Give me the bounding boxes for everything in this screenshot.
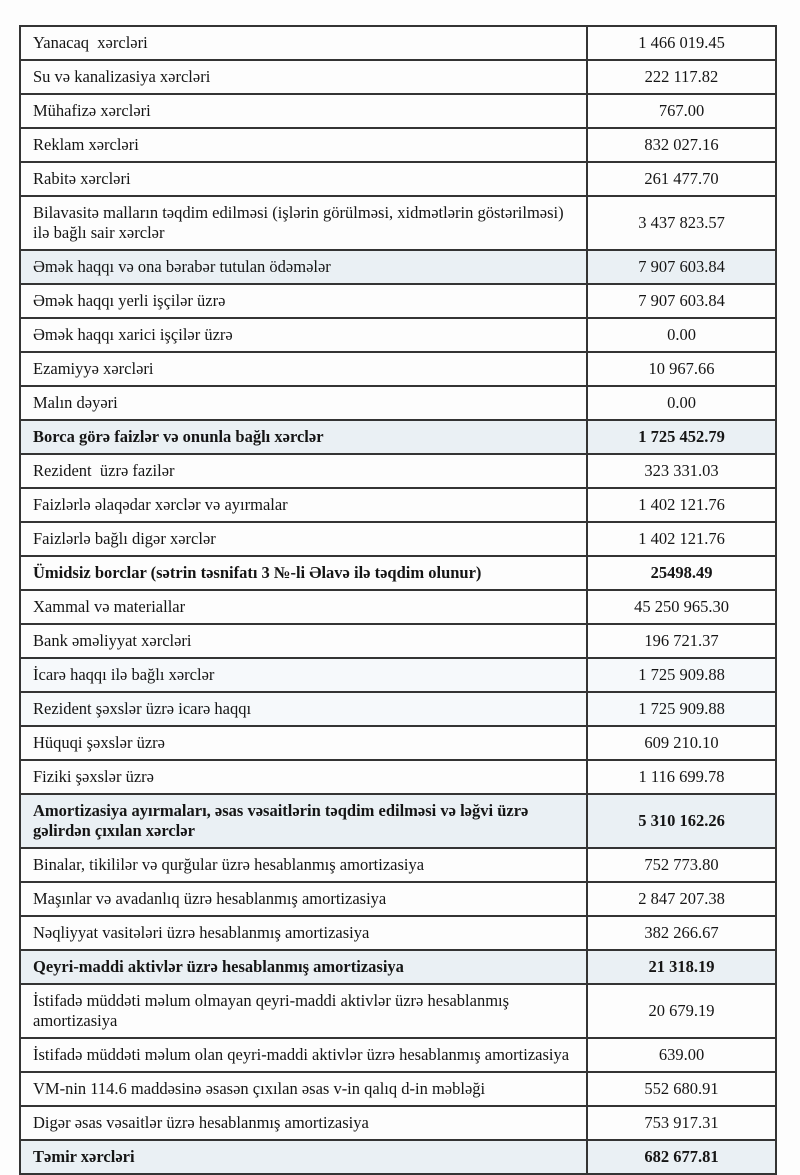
- table-row: [20, 454, 776, 488]
- expense-value-cell: 1 116 699.78: [587, 760, 776, 794]
- expense-label-cell: Mühafizə xərcləri: [20, 94, 587, 128]
- expense-label-cell: Faizlərlə bağlı digər xərclər: [20, 522, 587, 556]
- expense-label-cell: Faizlərlə əlaqədar xərclər və ayırmalar: [20, 488, 587, 522]
- expense-label-cell: Binalar, tikililər və qurğular üzrə hesablanmış amortizasiya: [20, 848, 587, 882]
- expense-value-cell: 682 677.81: [587, 1140, 776, 1174]
- table-row: [20, 250, 776, 284]
- expense-value-cell: 2 847 207.38: [587, 882, 776, 916]
- expense-label-cell: Malın dəyəri: [20, 386, 587, 420]
- expense-label-cell: Borca görə faizlər və onunla bağlı xərclər: [20, 420, 587, 454]
- expense-label-cell: Hüquqi şəxslər üzrə: [20, 726, 587, 760]
- table-row: [20, 726, 776, 760]
- expense-value-cell: 1 402 121.76: [587, 488, 776, 522]
- table-row: [20, 162, 776, 196]
- table-row: [20, 590, 776, 624]
- expense-table: [19, 25, 777, 1175]
- expense-label-cell: Ezamiyyə xərcləri: [20, 352, 587, 386]
- table-row: [20, 284, 776, 318]
- table-row: [20, 950, 776, 984]
- expense-value-cell: 21 318.19: [587, 950, 776, 984]
- table-row: [20, 1038, 776, 1072]
- expense-value-cell: 7 907 603.84: [587, 250, 776, 284]
- expense-value-cell: 196 721.37: [587, 624, 776, 658]
- table-row: [20, 556, 776, 590]
- expense-value-cell: 753 917.31: [587, 1106, 776, 1140]
- table-row: [20, 984, 776, 1038]
- expense-value-cell: 382 266.67: [587, 916, 776, 950]
- expense-value-cell: 1 466 019.45: [587, 26, 776, 60]
- table-row: [20, 916, 776, 950]
- expense-value-cell: 45 250 965.30: [587, 590, 776, 624]
- expense-label-cell: Əmək haqqı xarici işçilər üzrə: [20, 318, 587, 352]
- expense-label-cell: Əmək haqqı yerli işçilər üzrə: [20, 284, 587, 318]
- table-row: [20, 522, 776, 556]
- expense-label-cell: Bilavasitə malların təqdim edilməsi (işlərin görülməsi, xidmətlərin göstərilməsi) ilə bağlı sair xərclər: [20, 196, 587, 250]
- table-row: [20, 318, 776, 352]
- expense-label-cell: Su və kanalizasiya xərcləri: [20, 60, 587, 94]
- expense-value-cell: 5 310 162.26: [587, 794, 776, 848]
- table-row: [20, 488, 776, 522]
- expense-label-cell: Amortizasiya ayırmaları, əsas vəsaitlərin təqdim edilməsi və ləğvi üzrə gəlirdən çıxılan xərclər: [20, 794, 587, 848]
- expense-value-cell: 1 725 909.88: [587, 658, 776, 692]
- expense-value-cell: 0.00: [587, 318, 776, 352]
- expense-label-cell: Digər əsas vəsaitlər üzrə hesablanmış amortizasiya: [20, 1106, 587, 1140]
- expense-label-cell: Rezident şəxslər üzrə icarə haqqı: [20, 692, 587, 726]
- table-row: [20, 760, 776, 794]
- expense-label-cell: İcarə haqqı ilə bağlı xərclər: [20, 658, 587, 692]
- expense-label-cell: Ümidsiz borclar (sətrin təsnifatı 3 №-li Əlavə ilə təqdim olunur): [20, 556, 587, 590]
- expense-label-cell: Rezident üzrə fazilər: [20, 454, 587, 488]
- expense-label-cell: Qeyri-maddi aktivlər üzrə hesablanmış amortizasiya: [20, 950, 587, 984]
- table-row: [20, 26, 776, 60]
- expense-label-cell: Əmək haqqı və ona bərabər tutulan ödəmələr: [20, 250, 587, 284]
- table-row: [20, 692, 776, 726]
- expense-label-cell: Nəqliyyat vasitələri üzrə hesablanmış amortizasiya: [20, 916, 587, 950]
- expense-value-cell: 3 437 823.57: [587, 196, 776, 250]
- expense-value-cell: 25498.49: [587, 556, 776, 590]
- expense-label-cell: Maşınlar və avadanlıq üzrə hesablanmış amortizasiya: [20, 882, 587, 916]
- expense-value-cell: 10 967.66: [587, 352, 776, 386]
- expense-label-cell: Rabitə xərcləri: [20, 162, 587, 196]
- expense-label-cell: Fiziki şəxslər üzrə: [20, 760, 587, 794]
- table-row: [20, 1140, 776, 1174]
- expense-value-cell: 767.00: [587, 94, 776, 128]
- expense-label-cell: VM-nin 114.6 maddəsinə əsasən çıxılan əsas v-in qalıq d-in məbləği: [20, 1072, 587, 1106]
- table-row: [20, 1106, 776, 1140]
- expense-table-body: [20, 26, 776, 1174]
- expense-value-cell: 552 680.91: [587, 1072, 776, 1106]
- table-row: [20, 882, 776, 916]
- table-row: [20, 352, 776, 386]
- table-row: [20, 658, 776, 692]
- expense-value-cell: 609 210.10: [587, 726, 776, 760]
- expense-label-cell: İstifadə müddəti məlum olmayan qeyri-maddi aktivlər üzrə hesablanmış amortizasiya: [20, 984, 587, 1038]
- table-row: [20, 794, 776, 848]
- expense-label-cell: Bank əməliyyat xərcləri: [20, 624, 587, 658]
- table-row: [20, 420, 776, 454]
- expense-value-cell: 222 117.82: [587, 60, 776, 94]
- expense-value-cell: 1 402 121.76: [587, 522, 776, 556]
- table-row: [20, 196, 776, 250]
- expense-label-cell: Yanacaq xərcləri: [20, 26, 587, 60]
- table-row: [20, 60, 776, 94]
- expense-label-cell: Təmir xərcləri: [20, 1140, 587, 1174]
- expense-value-cell: 639.00: [587, 1038, 776, 1072]
- table-row: [20, 386, 776, 420]
- table-row: [20, 128, 776, 162]
- expense-value-cell: 323 331.03: [587, 454, 776, 488]
- table-row: [20, 1072, 776, 1106]
- expense-value-cell: 832 027.16: [587, 128, 776, 162]
- expense-value-cell: 1 725 909.88: [587, 692, 776, 726]
- expense-value-cell: 0.00: [587, 386, 776, 420]
- table-row: [20, 94, 776, 128]
- expense-value-cell: 1 725 452.79: [587, 420, 776, 454]
- expense-value-cell: 752 773.80: [587, 848, 776, 882]
- expense-value-cell: 261 477.70: [587, 162, 776, 196]
- expense-value-cell: 7 907 603.84: [587, 284, 776, 318]
- expense-value-cell: 20 679.19: [587, 984, 776, 1038]
- expense-label-cell: İstifadə müddəti məlum olan qeyri-maddi aktivlər üzrə hesablanmış amortizasiya: [20, 1038, 587, 1072]
- table-row: [20, 624, 776, 658]
- expense-label-cell: Xammal və materiallar: [20, 590, 587, 624]
- expense-label-cell: Reklam xərcləri: [20, 128, 587, 162]
- table-row: [20, 848, 776, 882]
